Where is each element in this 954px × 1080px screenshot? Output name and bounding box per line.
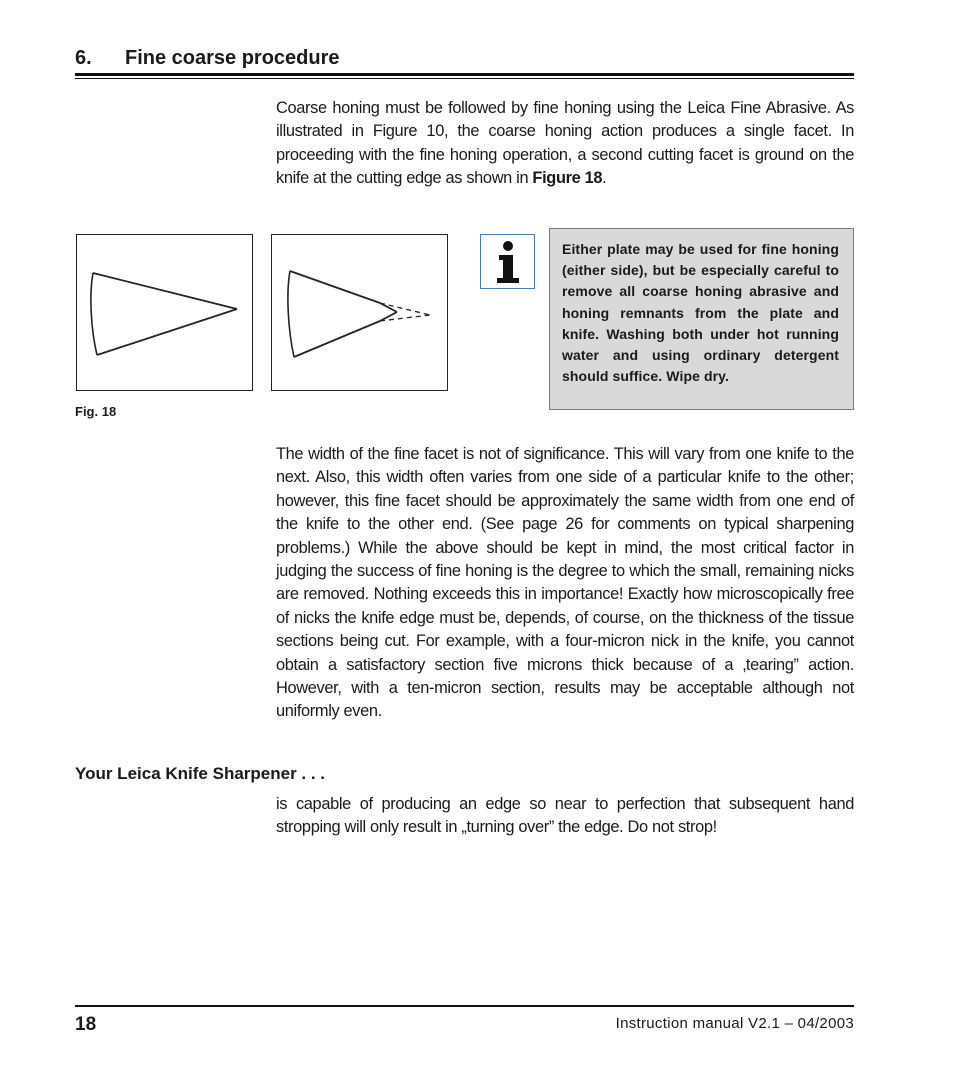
note-text: Either plate may be used for fine honing (either side), but be especially careful to remove all coarse honing abrasive and honing remnants from the plate and knife. Washing both under hot running water and using ordinary detergent should suffice. Wipe dry.: [562, 241, 839, 385]
section-heading: Fine coarse procedure: [125, 47, 340, 69]
section-number: 6.: [75, 47, 92, 69]
intro-paragraph: [276, 97, 854, 191]
facet-paragraph: The width of the fine facet is not of significance. This will vary from one knife to the next. Also, this width often varies from one side of a particular knife to the other; however, this fine facet should be approximately the same width from one end of the knife to the other end. (See page 26 for comments on typical sharpening problems.) While the above should be kept in mind, the most critical factor in judging the success of fine honing is the degree to which the small, remaining nicks are removed. Nothing exceeds this in importance! Exactly how microscopically free of nicks the knife edge must be, depends, of course, on the thickness of the tissue sections being cut. For example, with a four-micron nick in the knife, you cannot obtain a satisfactory section five microns thick because of a ‚tearing” action. However, with a ten-micron section, results may be acceptable although not uniformly even.: [276, 445, 854, 721]
intro-text: Coarse honing must be followed by fine honing using the Leica Fine Abrasive. As illustrated in Figure 10, the coarse honing action produces a single facet. In proceeding with the fine honing operation, a second cutting facet is ground on the knife at the cutting edge as shown in: [276, 99, 854, 188]
single-facet-knife-diagram: [77, 235, 252, 390]
intro-text-end: .: [602, 169, 607, 188]
closing-paragraph: is capable of producing an edge so near to perfection that subsequent hand stropping will only result in „turning over” the edge. Do not strop!: [276, 795, 854, 837]
footer-rule: [75, 1005, 854, 1007]
figure-reference: Figure 18: [532, 169, 603, 188]
note-box: [549, 228, 854, 410]
figure-panel-single-facet: [76, 234, 253, 391]
header-rule-thin: [75, 78, 854, 79]
page-number: 18: [75, 1014, 97, 1035]
info-icon: [480, 234, 535, 289]
manual-info: Instruction manual V2.1 – 04/2003: [615, 1015, 854, 1032]
section-title: [75, 46, 854, 70]
header-rule: [75, 73, 854, 76]
figure-panel-double-facet: [271, 234, 448, 391]
subheading: Your Leica Knife Sharpener . . .: [75, 764, 326, 783]
figure-caption: Fig. 18: [75, 404, 117, 419]
double-facet-knife-diagram: [272, 235, 447, 390]
